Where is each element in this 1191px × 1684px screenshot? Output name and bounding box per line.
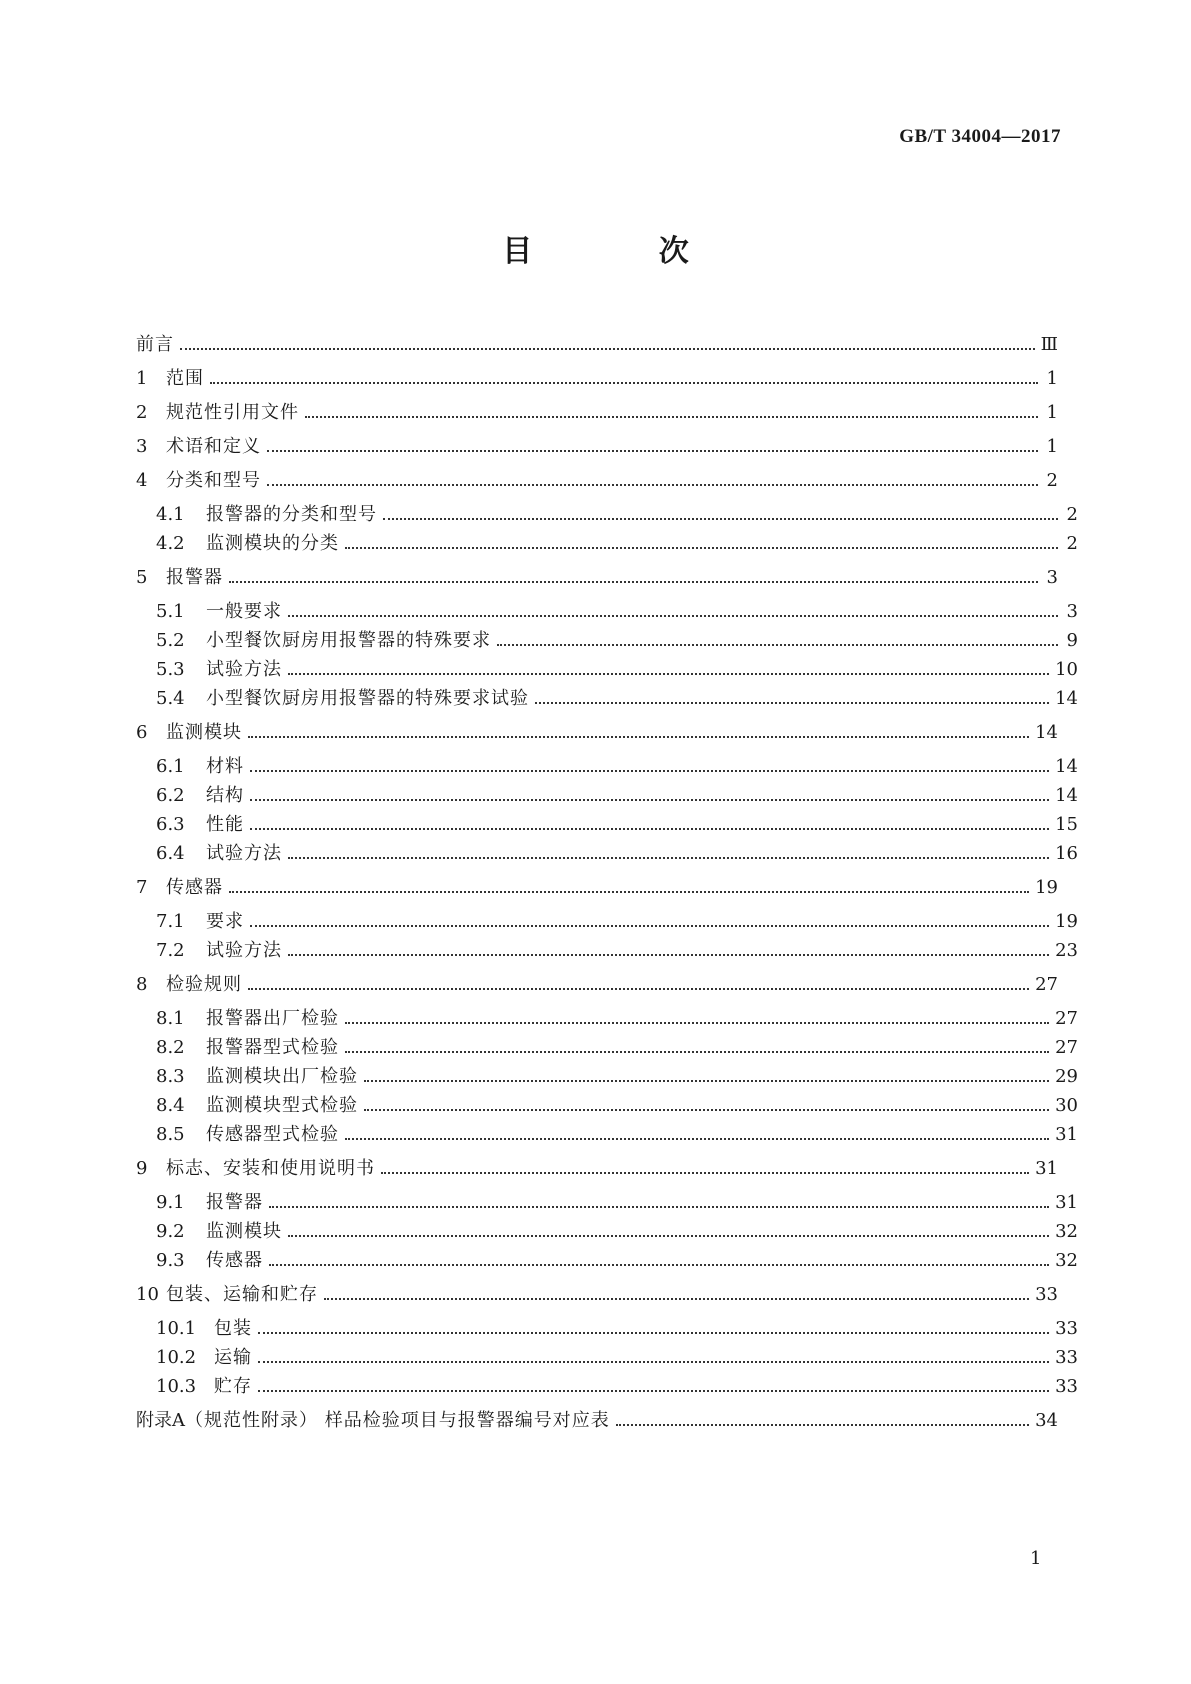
toc-number: 6.2 (156, 785, 185, 806)
toc-number: 5 (136, 567, 148, 588)
toc-page: 3 (1066, 601, 1078, 622)
toc-subentry[interactable] (136, 839, 1078, 865)
toc-leader (267, 450, 1038, 452)
toc-entry-annex-a[interactable] (136, 1406, 1058, 1432)
toc-entry-foreword[interactable] (136, 330, 1058, 356)
toc-page: 2 (1046, 470, 1058, 491)
toc-leader (305, 416, 1038, 418)
toc-subentry[interactable] (136, 1188, 1078, 1214)
toc-leader (229, 891, 1029, 893)
toc-entry[interactable] (136, 563, 1058, 589)
toc-number: 4.1 (156, 504, 185, 525)
toc-leader (288, 857, 1049, 859)
toc-number: 9.3 (156, 1250, 185, 1271)
toc-page: 29 (1055, 1066, 1078, 1087)
toc-label: 试验方法 (206, 659, 282, 680)
toc-leader (345, 1138, 1049, 1140)
toc-number: 5.4 (156, 688, 185, 709)
toc-leader (248, 988, 1029, 990)
toc-leader (345, 1051, 1049, 1053)
toc-page: 27 (1055, 1037, 1078, 1058)
toc-label: （规范性附录） 样品检验项目与报警器编号对应表 (185, 1410, 610, 1431)
toc-subentry[interactable] (136, 1314, 1078, 1340)
toc-leader (229, 581, 1038, 583)
toc-leader (324, 1298, 1029, 1300)
toc-page: 1 (1046, 368, 1058, 389)
toc-label: 监测模块 (206, 1221, 282, 1242)
toc-number: 5.1 (156, 601, 185, 622)
toc-page: 33 (1055, 1376, 1078, 1397)
toc-label: 规范性引用文件 (166, 402, 299, 423)
toc-label: 材料 (206, 756, 244, 777)
toc-label: 范围 (166, 368, 204, 389)
toc-page: 31 (1055, 1124, 1078, 1145)
toc-number: 1 (136, 368, 148, 389)
toc-page: 23 (1055, 940, 1078, 961)
toc-subentry[interactable] (136, 1372, 1078, 1398)
toc-subentry[interactable] (136, 655, 1078, 681)
toc-entry[interactable] (136, 432, 1058, 458)
toc-label: 监测模块型式检验 (206, 1095, 358, 1116)
toc-number: 5.3 (156, 659, 185, 680)
toc-page: 31 (1035, 1158, 1058, 1179)
toc-number: 4 (136, 470, 148, 491)
toc-entry[interactable] (136, 466, 1058, 492)
toc-leader (345, 1022, 1049, 1024)
toc-number: 附录A (136, 1410, 185, 1431)
toc-leader (250, 799, 1049, 801)
toc-page: 15 (1055, 814, 1078, 835)
toc-leader (269, 1264, 1049, 1266)
toc-entry[interactable] (136, 398, 1058, 424)
toc-label: 一般要求 (206, 601, 282, 622)
toc-label: 小型餐饮厨房用报警器的特殊要求试验 (206, 688, 529, 709)
toc-number: 4.2 (156, 533, 185, 554)
toc-page: 19 (1035, 877, 1058, 898)
toc-leader (269, 1206, 1049, 1208)
toc-number: 5.2 (156, 630, 185, 651)
toc-number: 10.1 (156, 1318, 197, 1339)
toc-subentry[interactable] (136, 1033, 1078, 1059)
toc-page: 31 (1055, 1192, 1078, 1213)
toc-leader (345, 547, 1058, 549)
toc-subentry[interactable] (136, 936, 1078, 962)
toc-page: 33 (1035, 1284, 1058, 1305)
toc-subentry[interactable] (136, 1120, 1078, 1146)
toc-number: 2 (136, 402, 148, 423)
toc-label: 传感器 (206, 1250, 263, 1271)
toc-leader (258, 1332, 1049, 1334)
toc-number: 6.4 (156, 843, 185, 864)
toc-label: 报警器 (166, 567, 223, 588)
toc-label: 试验方法 (206, 940, 282, 961)
toc-leader (258, 1390, 1049, 1392)
toc-label: 报警器的分类和型号 (206, 504, 377, 525)
toc-entry[interactable] (136, 1280, 1058, 1306)
toc-page: 27 (1055, 1008, 1078, 1029)
toc-label: 分类和型号 (166, 470, 261, 491)
toc-label: 要求 (206, 911, 244, 932)
toc-page: 16 (1055, 843, 1078, 864)
toc-leader (288, 1235, 1049, 1237)
toc-entry[interactable] (136, 364, 1058, 390)
toc-page: 19 (1055, 911, 1078, 932)
toc-entry[interactable] (136, 970, 1058, 996)
toc-subentry[interactable] (136, 1217, 1078, 1243)
toc-label: 贮存 (214, 1376, 252, 1397)
page-title: 目 次 (502, 234, 747, 269)
toc-page: 3 (1046, 567, 1058, 588)
toc-subentry[interactable] (136, 810, 1078, 836)
toc-label: 包装 (214, 1318, 252, 1339)
toc-leader (288, 615, 1058, 617)
toc-label: 试验方法 (206, 843, 282, 864)
toc-page: 14 (1055, 756, 1078, 777)
toc-label: 小型餐饮厨房用报警器的特殊要求 (206, 630, 491, 651)
toc-page: 14 (1055, 688, 1078, 709)
toc-number: 8.1 (156, 1008, 185, 1029)
toc-leader (381, 1172, 1029, 1174)
toc-subentry[interactable] (136, 529, 1078, 555)
toc-leader (535, 702, 1049, 704)
toc-label: 传感器型式检验 (206, 1124, 339, 1145)
toc-leader (210, 382, 1038, 384)
toc-page: Ⅲ (1040, 334, 1058, 355)
toc-label: 包装、运输和贮存 (166, 1284, 318, 1305)
toc-entry[interactable] (136, 1154, 1058, 1180)
toc-label: 监测模块出厂检验 (206, 1066, 358, 1087)
toc-page: 2 (1066, 533, 1078, 554)
toc-leader (258, 1361, 1049, 1363)
toc-number: 10 (136, 1284, 159, 1305)
toc-number: 9 (136, 1158, 148, 1179)
toc-subentry[interactable] (136, 1343, 1078, 1369)
toc-leader (288, 954, 1049, 956)
toc-leader (364, 1080, 1049, 1082)
toc-label: 检验规则 (166, 974, 242, 995)
toc-label: 术语和定义 (166, 436, 261, 457)
toc-subentry[interactable] (136, 500, 1078, 526)
toc-leader (288, 673, 1049, 675)
toc-page: 32 (1055, 1221, 1078, 1242)
toc-label: 结构 (206, 785, 244, 806)
toc-number: 8.5 (156, 1124, 185, 1145)
toc-leader (267, 484, 1038, 486)
toc-number: 3 (136, 436, 148, 457)
toc-label: 性能 (206, 814, 244, 835)
toc-number: 8.2 (156, 1037, 185, 1058)
toc-subentry[interactable] (136, 752, 1078, 778)
toc-number: 6 (136, 722, 148, 743)
toc-leader (250, 925, 1049, 927)
toc-number: 10.2 (156, 1347, 197, 1368)
toc-subentry[interactable] (136, 684, 1078, 710)
toc-page: 34 (1035, 1410, 1058, 1431)
toc-number: 8 (136, 974, 148, 995)
toc-label: 报警器 (206, 1192, 263, 1213)
standard-number: GB/T 34004—2017 (899, 126, 1061, 147)
toc-number: 8.3 (156, 1066, 185, 1087)
toc-label: 运输 (214, 1347, 252, 1368)
toc-number: 7.1 (156, 911, 185, 932)
toc-number: 10.3 (156, 1376, 197, 1397)
toc-subentry[interactable] (136, 1004, 1078, 1030)
toc-page: 14 (1035, 722, 1058, 743)
toc-label: 传感器 (166, 877, 223, 898)
toc-subentry[interactable] (136, 907, 1078, 933)
toc-label: 前言 (136, 334, 174, 355)
toc-leader (180, 348, 1035, 350)
toc-label: 监测模块 (166, 722, 242, 743)
toc-entry[interactable] (136, 718, 1058, 744)
toc-page: 30 (1055, 1095, 1078, 1116)
toc-leader (248, 736, 1029, 738)
toc-number: 7 (136, 877, 148, 898)
toc-label: 监测模块的分类 (206, 533, 339, 554)
toc-page: 33 (1055, 1347, 1078, 1368)
toc-leader (497, 644, 1058, 646)
toc-page: 2 (1066, 504, 1078, 525)
toc-page: 33 (1055, 1318, 1078, 1339)
toc-subentry[interactable] (136, 1062, 1078, 1088)
toc-subentry[interactable] (136, 1091, 1078, 1117)
toc-number: 6.3 (156, 814, 185, 835)
page-number: 1 (1030, 1548, 1042, 1569)
toc-subentry[interactable] (136, 626, 1078, 652)
toc-number: 8.4 (156, 1095, 185, 1116)
toc-page: 1 (1046, 436, 1058, 457)
toc-number: 7.2 (156, 940, 185, 961)
toc-label: 报警器出厂检验 (206, 1008, 339, 1029)
toc-label: 标志、安装和使用说明书 (166, 1158, 375, 1179)
toc-subentry[interactable] (136, 1246, 1078, 1272)
toc-number: 6.1 (156, 756, 185, 777)
toc-subentry[interactable] (136, 781, 1078, 807)
toc-page: 1 (1046, 402, 1058, 423)
toc-entry[interactable] (136, 873, 1058, 899)
toc-leader (364, 1109, 1049, 1111)
toc-subentry[interactable] (136, 597, 1078, 623)
toc-label: 报警器型式检验 (206, 1037, 339, 1058)
toc-page: 27 (1035, 974, 1058, 995)
toc-page: 9 (1066, 630, 1078, 651)
toc-number: 9.2 (156, 1221, 185, 1242)
toc-leader (383, 518, 1058, 520)
toc-number: 9.1 (156, 1192, 185, 1213)
toc-leader (616, 1424, 1029, 1426)
toc-leader (250, 828, 1049, 830)
toc-page: 14 (1055, 785, 1078, 806)
toc-leader (250, 770, 1049, 772)
toc-page: 32 (1055, 1250, 1078, 1271)
toc-page: 10 (1055, 659, 1078, 680)
